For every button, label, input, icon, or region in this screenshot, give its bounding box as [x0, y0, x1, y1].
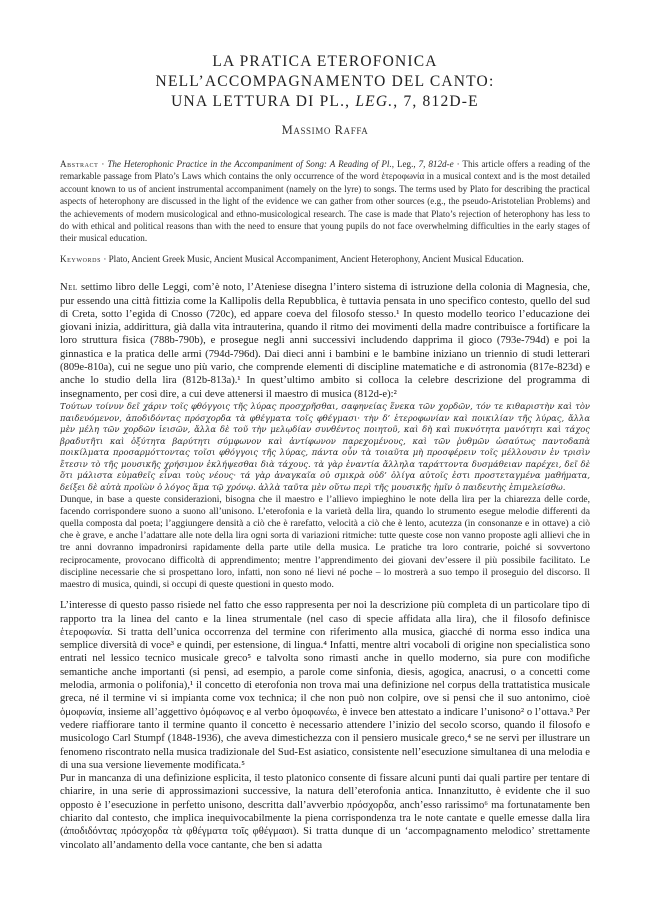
article-body [60, 281, 590, 852]
greek-quotation: Τούτων τοίνυν δεῖ χάριν τοῖς φθόγγοις τῆς λύρας προσχρῆσθαι, σαφηνείας ἕνεκα τῶν χορδῶν, τόν τε κιθαριστὴν καὶ τὸν παιδευόμενον, ἀποδιδόντας πρόσχορδα τὰ φθέγματα τοῖς φθέγμασι· τὴν δ’ ἑτεροφωνίαν καὶ ποικιλίαν τῆς λύρας, ἄλλα μὲν μέλη τῶν χορδῶν ἱεισῶν, ἄλλα δὲ τοῦ τὴν μελῳδίαν συνθέντος ποιητοῦ, καὶ δὴ καὶ πυκνότητα μανότητι καὶ τάχος βραδυτῆτι καὶ ὀξύτητα βαρύτητι σύμφωνον καὶ ἀντίφωνον παρεχομένους, καὶ τῶν ῥυθμῶν ὡσαύτως παντοδαπὰ ποικίλματα προσαρμόττοντας τοῖσι φθόγγοις τῆς λύρας, πάντα οὖν τὰ τοιαῦτα μὴ προσφέρειν τοῖς μέλλουσιν ἐν τρισὶν ἔτεσιν τὸ τῆς μουσικῆς χρήσιμον ἐκλήψεσθαι διὰ τάχους. τὰ γὰρ ἐναντία ἄλληλα ταράττοντα δυσμάθειαν παρέχει, δεῖ δὲ ὅτι μάλιστα εὐμαθεῖς εἶναι τοὺς νέους· τά γὰρ ἀναγκαῖα οὐ σμικρὰ οὐδ’ ὀλίγα αὐτοῖς ἐστι προστεταγμένα μαθήματα, δείξει δὲ αὐτὰ προϊὼν ὁ λόγος ἅμα τῷ χρόνῳ. ἀλλὰ ταῦτα μὲν οὕτω περὶ τῆς μουσικῆς ἡμῖν ὁ παιδευτὴς ἐπιμελείσθω. [60, 400, 590, 493]
title-line-3-post: , 7, 812D-E [393, 93, 479, 110]
keywords-text: · Plato, Ancient Greek Music, Ancient Musical Accompaniment, Ancient Heterophony, Ancient Musical Education. [101, 253, 524, 264]
paragraph-2: L’interesse di questo passo risiede nel fatto che esso rappresenta per noi la descrizione più completa di un particolare tipo di rapporto tra la linea del canto e la linea strumentale (nel caso di specie affidata alla lira), che il filosofo definisce ἑτεροφωνία. Si tratta dell’unica occorrenza del termine con riferimento alla musica, giacché di norma esso indica una semplice diversità di voce³ e quindi, per estensione, di lingua.⁴ Infatti, mentre altri vocaboli di origine non specialistica sono entrati nel lessico tecnico musicale greco⁵ e talvolta sono rimasti anche in quello moderno, sia pure con modifiche semantiche anche importanti (si pensi, ad esempio, a parole come sinfonia, diesis, agogica, anacrusi, o a concetti come melodia, armonia o polifonia),¹ il concetto di eterofonia non trova mai una definizione nel corpus della trattatistica musicale greca, né il termine vi si impianta come vox technica; il che non può non colpire, ove si pensi che il suo antonimo, cioè ὁμοφωνία, insieme all’aggettivo ὁμόφωνος e al verbo ὁμοφωνέω, è invece ben attestato a indicare l’unisono² o l’ottava.³ Per vedere riaffiorare tanto il termine quanto il concetto è necessario attendere l’inizio del secolo scorso, quando il filosofo e musicologo Carl Stumpf (1848-1936), che aveva dimestichezza con il pensiero musicale greco,⁴ se ne servì per illustrare un fenomeno riscontrato nella musica tradizionale del Sud-Est asiatico, consistente nell’esecuzione simultanea di una melodia e di una sua versione lievemente modificata.⁵ [60, 600, 590, 771]
abstract [60, 158, 590, 245]
paragraph-3: Pur in mancanza di una definizione esplicita, il testo platonico consente di fissare alcuni punti dai quali partire per tentare di chiarire, in una serie di approssimazioni successive, la natura dell’eterofonia antica. Innanzitutto, è evidente che il suo opposto è l’esecuzione in perfetto unisono, descritta dall’avverbio πρόσχορδα, anch’esso rarissimo⁶ ma fortunatamente ben chiarito dal contesto, che implica inequivocabilmente la piena corrispondenza tra le note cantate e quelle emesse dalla lira (ἀποδιδόντας πρόσχορδα τὰ φθέγματα τοῖς φθέγμασι). Si tratta dunque di un ‘accompagnamento melodico’ strettamente vincolato all’andamento della voce cantante, che ben si adatta [60, 773, 590, 851]
title-line-3-pre: UNA LETTURA DI PL., [171, 93, 356, 110]
title-line-1: LA PRATICA ETEROFONICA [212, 53, 438, 70]
keywords-label: Keywords [60, 253, 102, 264]
abstract-title-end: , 7, 812d-e [413, 159, 454, 169]
abstract-title-leg: Leg. [396, 159, 414, 169]
article-page [60, 0, 590, 852]
title-line-3-italic: LEG. [355, 93, 394, 110]
article-title [60, 52, 590, 112]
paragraph-1-text: settimo libro delle Leggi, com’è noto, l’Ateniese disegna l’intero sistema di istruzione della colonia di Magnesia, che, pur essendo una città fittizia come la Kallipolis della Repubblica, è tuttavia pensata in uno specifico contesto, quello del sud di Creta, sotto l’egida di Cnosso (720c), ed appare coeva del filosofo stesso.¹ In questo modello teorico l’educazione dei giovani inizia, addirittura, già dalla vita intrauterina, quando il ritmo dei movimenti della madre contribuisce a fortificare la loro struttura fisica (788b-790b), e prosegue negli anni successivi includendo dapprima il gioco (793e-794d) e poi la ginnastica e la pratica delle armi (794d-796d). Dai dieci anni i bambini e le bambine iniziano un triennio di studi letterari (809e-810a), cui ne segue uno più vario, che comprende elementi di discipline matematiche e di astronomia (817e-823d) e anche lo studio della lira (812b-813a).¹ In quest’ultimo ambito si colloca la celebre descrizione del programma di insegnamento, per così dire, a cui deve attenersi il maestro di musica (812d-e):² [60, 282, 590, 400]
abstract-label: Abstract [60, 159, 99, 169]
abstract-title: The Heterophonic Practice in the Accompaniment of Song: A Reading of Pl., [107, 159, 397, 169]
title-line-3 [60, 92, 590, 112]
title-line-2: NELL’ACCOMPAGNAMENTO DEL CANTO: [155, 73, 495, 90]
abstract-sep: · [98, 159, 108, 169]
paragraph-1 [60, 281, 590, 401]
author-name [60, 123, 590, 138]
translation: Dunque, in base a queste considerazioni, bisogna che il maestro e l’allievo impieghino le note della lira per la chiarezza delle corde, facendo corrispondere suono a suono all’unisono. L’eterofonia e la varietà della lira, quando lo strumento esegue melodie differenti da quella composta dal poeta; l’aggiungere densità a ciò che è rarefatto, velocità a ciò che è lento, acutezza (in consonanze e in ottave) a ciò che è grave, e anche l’adattare alle note della lira ogni sorta di variazioni ritmiche: tutte queste cose non vanno proposte agli allievi che in tre anni dovranno impadronirsi rapidamente della parte utile della musica. Le pratiche tra loro contrarie, poiché si sovvertono reciprocamente, provocano difficoltà di apprendimento; mentre l’apprendimento dei giovani dev’essere il più possibile facilitato. Le discipline necessarie che si prospettano loro, infatti, non sono né lievi né poche – lo mostrerà a suo tempo il proseguio del discorso. Il maestro di musica, quindi, si occupi di queste questioni in questo modo. [60, 494, 590, 591]
opening-word: Nel [60, 282, 78, 294]
author-label: Massimo Raffa [281, 123, 369, 137]
keywords [60, 253, 590, 265]
abstract-text: · This article offers a reading of the remarkable passage from Plato’s Laws which contains the only occurrence of the word ἑτεροφωνία in a musical context and is the most detailed account known to us of ancient instrumental accompaniment (namely on the lyre) to songs. The terms used by Plato for describing the practical aspects of heterophony are discussed in the light of the evidence we can gather from other sources (e.g., the pseudo-Aristotelian Problems) and the achievements of modern musicological and ethno-musicological research. The case is made that Plato’s rejection of heterophony has less to do with ethical and political reasons than with the need to ensure that young pupils do not face overwhelming difficulties in the early stages of their musical education. [60, 159, 591, 244]
